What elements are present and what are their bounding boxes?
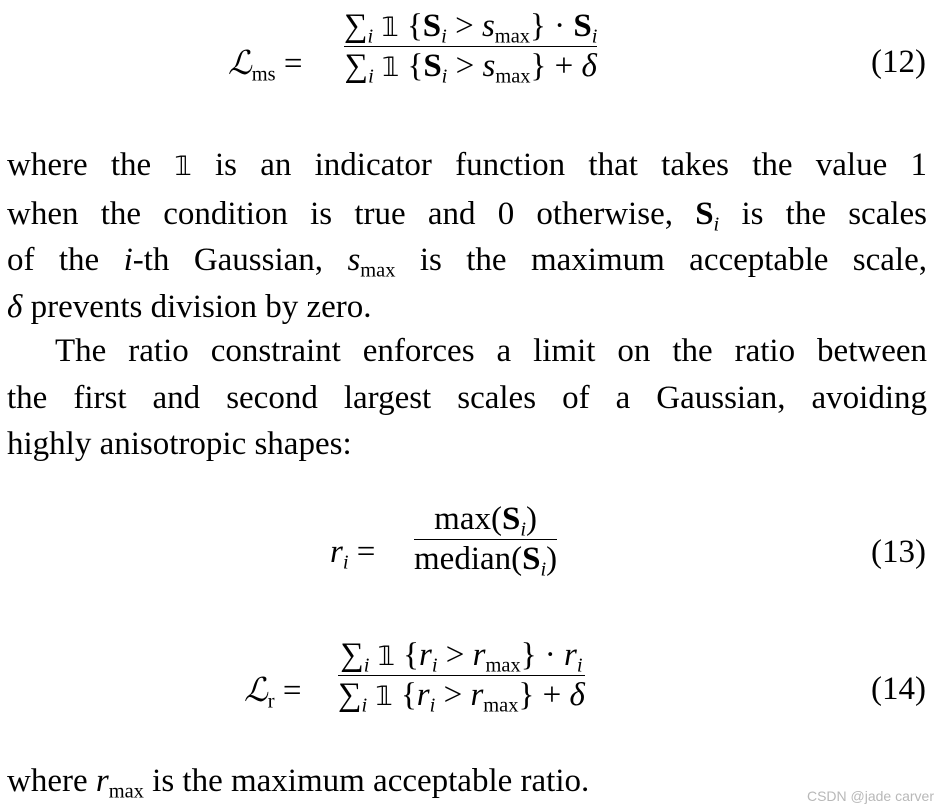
indicator-symbol: 𝟙: [375, 681, 393, 712]
eq12-num-s-sub: max: [494, 25, 530, 48]
eq14-num-rmax: r: [472, 637, 486, 673]
watermark: CSDN @jade carver: [806, 788, 934, 804]
eq13-numerator: [414, 501, 557, 541]
eq14-num-r-sub: i: [431, 654, 438, 677]
eq13-r: r: [330, 534, 343, 570]
eq13-num-S: S: [501, 501, 521, 537]
eq12-num-open: {: [406, 8, 423, 44]
text-span: is an indicator function that takes the value 1: [214, 147, 928, 183]
eq14-num-close: }: [520, 637, 537, 673]
paragraph-line: [7, 758, 927, 805]
subscript: max: [360, 259, 396, 282]
equation-number-12: (12): [871, 44, 926, 80]
eq12-num-S2: S: [573, 8, 592, 44]
equation-12: [0, 8, 942, 108]
eq13-median-fn: median(: [414, 541, 523, 577]
text-span: -th Gaussian,: [132, 242, 324, 278]
eq13-num-close: ): [526, 501, 538, 537]
text-span: is the scales: [741, 195, 928, 232]
eq12-num-s: s: [481, 8, 495, 44]
eq12-num-S2-sub: i: [591, 25, 598, 48]
eq14-den-sum: ∑: [338, 677, 362, 713]
eq12-num-dot: ·: [554, 8, 566, 44]
eq14-den-delta: δ: [569, 677, 585, 713]
paragraph-line: [7, 237, 927, 284]
eq13-num-S-sub: i: [520, 518, 527, 541]
text-span: of the: [7, 242, 100, 278]
text-span: is the maximum acceptable scale,: [419, 242, 927, 278]
text-span: where: [7, 763, 88, 799]
eq14-denominator: [338, 677, 585, 717]
paragraph-ratio-constraint: [7, 328, 927, 468]
eq14-equals: =: [282, 673, 302, 709]
paragraph-line: [7, 284, 927, 331]
paragraph-line: [7, 142, 927, 191]
eq12-lhs: [228, 43, 303, 86]
eq14-lhs: [244, 670, 302, 713]
eq12-loss-symbol: ℒ: [228, 43, 252, 82]
indicator-symbol: 𝟙: [174, 151, 192, 182]
eq12-num-sum-sub: i: [367, 25, 374, 48]
text-span: is the maximum acceptable ratio.: [152, 763, 590, 799]
scale-symbol: S: [695, 195, 714, 232]
eq12-den-sum: ∑: [344, 48, 369, 84]
paragraph-line: [7, 191, 927, 238]
eq13-den-S-sub: i: [540, 558, 547, 581]
eq12-den-open: {: [407, 48, 424, 84]
equation-number-13: (13): [871, 534, 926, 570]
eq14-num-sum: ∑: [340, 637, 364, 673]
eq12-denominator: [344, 48, 597, 88]
paragraph-line: the first and second largest scales of a Gaussian, avoiding: [7, 379, 927, 416]
eq12-den-gt: >: [455, 48, 475, 84]
eq13-equals: =: [356, 534, 376, 570]
eq12-den-sum-sub: i: [368, 65, 374, 88]
eq13-r-sub: i: [342, 551, 349, 574]
eq14-den-r: r: [416, 677, 430, 713]
eq13-denominator: [414, 541, 558, 581]
eq12-equals: =: [283, 46, 303, 82]
rmax-symbol: r: [95, 763, 109, 799]
eq13-fraction: [414, 501, 558, 581]
eq13-den-close: ): [546, 541, 558, 577]
eq12-den-delta: δ: [581, 48, 597, 84]
text-span: when the condition is true and 0 otherwise,: [7, 195, 673, 232]
eq14-num-r3-sub: i: [576, 654, 583, 677]
equation-13: [0, 503, 942, 603]
eq14-den-close: }: [518, 677, 535, 713]
eq13-max-fn: max(: [434, 501, 502, 537]
eq12-fraction-bar: [344, 46, 597, 47]
text-span: where the: [7, 147, 152, 183]
indicator-symbol: 𝟙: [381, 12, 399, 43]
eq14-num-gt: >: [445, 637, 465, 673]
eq12-num-sum: ∑: [344, 8, 368, 44]
eq14-num-rmax-sub: max: [485, 654, 521, 677]
smax-symbol: s: [347, 242, 361, 278]
indicator-symbol: 𝟙: [382, 52, 400, 83]
equation-number-14: (14): [871, 671, 926, 707]
subscript: max: [108, 780, 144, 803]
eq12-num-gt: >: [455, 8, 474, 44]
eq12-den-plus: +: [554, 48, 574, 84]
eq14-num-r3: r: [564, 637, 577, 673]
eq14-num-r: r: [419, 637, 432, 673]
eq12-den-close: }: [530, 48, 547, 84]
index-symbol: i: [123, 242, 133, 278]
eq12-den-s: s: [482, 48, 496, 84]
eq14-fraction-bar: [338, 675, 585, 676]
eq14-den-plus: +: [542, 677, 562, 713]
eq14-num-sum-sub: i: [363, 654, 370, 677]
eq12-den-S-sub: i: [441, 65, 448, 88]
eq12-num-close: }: [529, 8, 546, 44]
delta-symbol: δ: [7, 288, 23, 325]
paragraph-line: The ratio constraint enforces a limit on the ratio between: [55, 333, 927, 369]
eq13-den-S: S: [522, 541, 541, 577]
eq14-den-rmax-sub: max: [483, 694, 519, 717]
paragraph-indicator-definition: [7, 142, 927, 330]
eq13-fraction-bar: [414, 539, 557, 540]
equation-14: [0, 637, 942, 737]
eq14-den-r-sub: i: [429, 694, 436, 717]
eq14-num-dot: ·: [544, 637, 556, 673]
eq14-den-gt: >: [443, 677, 463, 713]
text-span: prevents division by zero.: [30, 288, 372, 325]
paragraph-rmax-definition: [7, 758, 927, 805]
indicator-symbol: 𝟙: [377, 641, 395, 672]
subscript: i: [713, 213, 720, 236]
eq14-num-open: {: [403, 637, 419, 673]
eq12-den-s-sub: max: [495, 65, 531, 88]
eq13-lhs: [330, 534, 376, 574]
eq12-numerator: [344, 8, 598, 48]
eq14-loss-symbol: ℒ: [244, 670, 268, 709]
eq12-num-S: S: [422, 8, 442, 44]
eq12-loss-subscript: ms: [251, 63, 276, 86]
eq14-den-rmax: r: [470, 677, 484, 713]
eq14-den-sum-sub: i: [361, 694, 368, 717]
paragraph-line: highly anisotropic shapes:: [7, 426, 352, 462]
eq12-num-S-sub: i: [441, 25, 447, 48]
eq14-fraction: [338, 637, 585, 717]
eq12-fraction: [344, 8, 598, 88]
eq14-loss-subscript: r: [267, 690, 275, 713]
eq14-den-open: {: [400, 677, 417, 713]
eq12-den-S: S: [423, 48, 442, 84]
eq14-numerator: [338, 637, 585, 677]
